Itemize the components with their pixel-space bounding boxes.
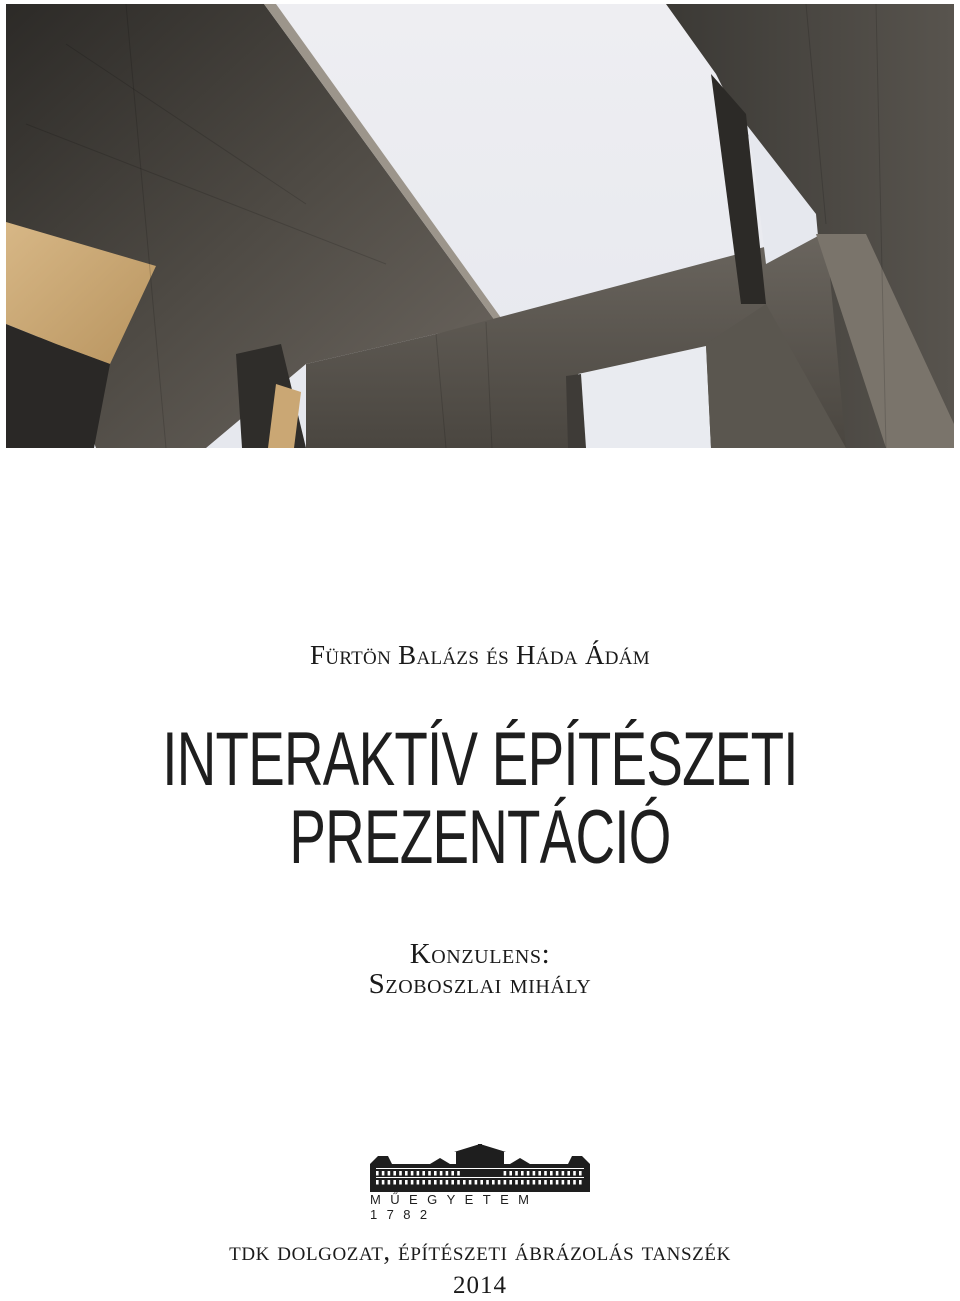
year: 2014	[453, 1272, 507, 1299]
consultant-name: Szoboszlai mihály	[368, 968, 592, 1000]
cover-photo	[6, 4, 954, 448]
footer-text: tdk dolgozat, építészeti ábrázolás tanszék	[229, 1236, 731, 1266]
consultant-label: Konzulens:	[409, 938, 551, 970]
authors: Fürtön Balázs és Háda Ádám	[309, 640, 651, 670]
title-line-1: INTERAKTÍV ÉPÍTÉSZETI	[162, 717, 798, 802]
logo-text: MŰEGYETEM 1782	[370, 1192, 539, 1222]
title-line-2: PREZENTÁCIÓ	[289, 795, 671, 880]
